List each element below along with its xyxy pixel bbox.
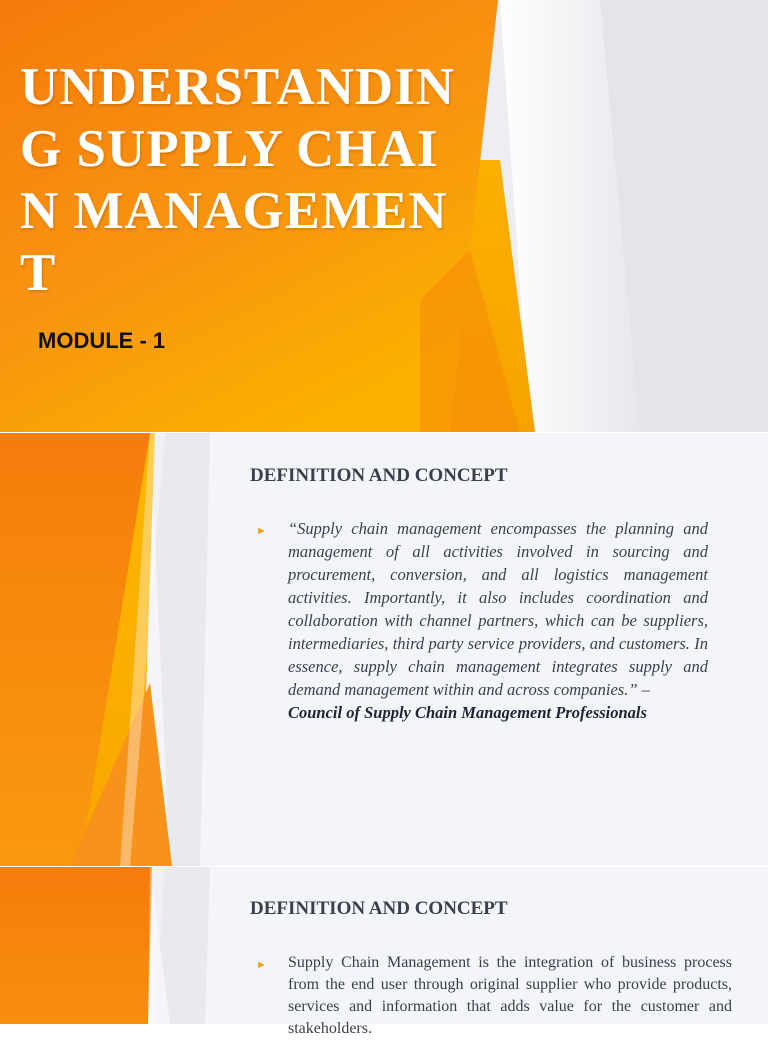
section-heading: DEFINITION AND CONCEPT [250,465,508,486]
triangle-right-icon: ► [256,959,267,971]
title-slide [0,0,768,432]
quote-attribution: Council of Supply Chain Management Professionals [288,703,647,722]
definition-text: Supply Chain Management is the integration of business process from the end user through original supplier who provide products, services and information that adds value for the customer and stakeholders. [288,954,732,1037]
triangle-right-icon: ► [256,525,267,537]
module-label: MODULE - 1 [38,328,166,353]
presentation-title: UNDERSTANDING SUPPLY CHAIN MANAGEMENT [20,58,456,302]
definition-slide-2 [0,867,768,1037]
section-heading: DEFINITION AND CONCEPT [250,898,508,919]
definition-quote [288,517,708,724]
definition-slide-1 [0,433,768,866]
quote-text: “Supply chain management encompasses the planning and management of all activities involved in sourcing and procurement, conversion, and all logistics management activities. Importantly, it also includes coordination and collaboration with channel partners, which can be suppliers, intermediaries, third party service providers, and customers. In essence, supply chain management integrates supply and demand management within and across companies.” – [288,519,708,699]
